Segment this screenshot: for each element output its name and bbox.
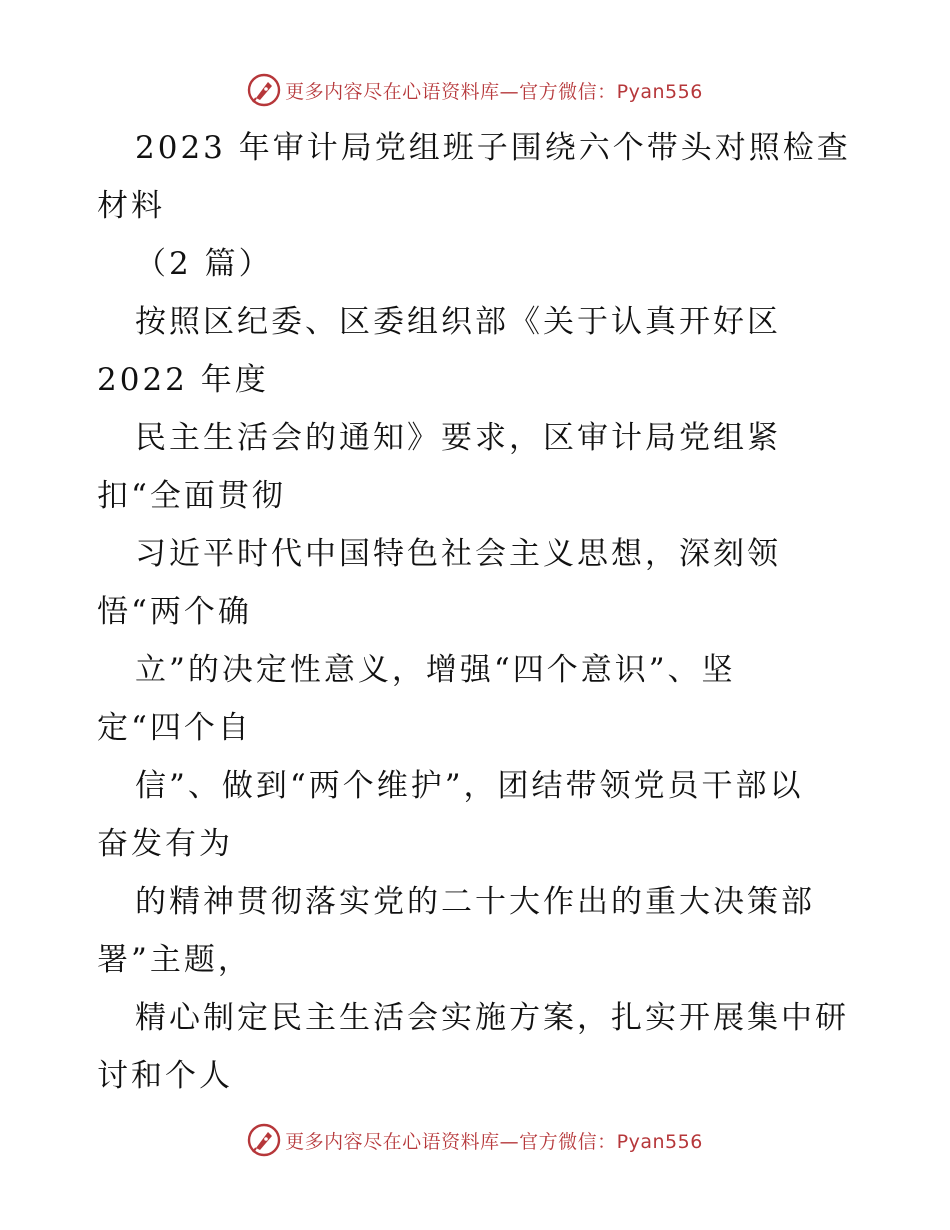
paragraph-line: 署”主题， <box>97 942 252 978</box>
paragraph-line: 奋发有为 <box>97 826 233 862</box>
fountain-pen-nib-icon <box>247 1123 281 1157</box>
paragraph-line: 按照区纪委、区委组织部《关于认真开好区 <box>135 304 781 340</box>
fountain-pen-nib-icon <box>247 73 281 107</box>
paragraph-line: 2022 年度 <box>97 362 269 398</box>
paragraph-line: 悟“两个确 <box>97 594 252 630</box>
paragraph-line: 讨和个人 <box>97 1058 233 1094</box>
header-watermark <box>0 70 950 110</box>
paragraph-line: 定“四个自 <box>97 710 252 746</box>
paragraph-line: 的精神贯彻落实党的二十大作出的重大决策部 <box>135 884 815 920</box>
paragraph-line: 民主生活会的通知》要求，区审计局党组紧 <box>135 420 781 456</box>
watermark-text: 更多内容尽在心语资料库—官方微信：Pyan556 <box>285 1130 703 1153</box>
paragraph-line: 信”、做到“两个维护”，团结带领党员干部以 <box>135 768 804 804</box>
paragraph-line: 习近平时代中国特色社会主义思想，深刻领 <box>135 536 781 572</box>
paragraph-line: 精心制定民主生活会实施方案，扎实开展集中研 <box>135 1000 849 1036</box>
footer-watermark <box>0 1120 950 1160</box>
title-line-1: 2023 年审计局党组班子围绕六个带头对照检查 <box>135 130 851 166</box>
subtitle-line: （2 篇） <box>135 246 273 282</box>
watermark-text: 更多内容尽在心语资料库—官方微信：Pyan556 <box>285 80 703 103</box>
title-line-2: 材料 <box>97 188 165 224</box>
paragraph-line: 扣“全面贯彻 <box>97 478 286 514</box>
paragraph-line: 立”的决定性意义，增强“四个意识”、坚 <box>135 652 736 688</box>
